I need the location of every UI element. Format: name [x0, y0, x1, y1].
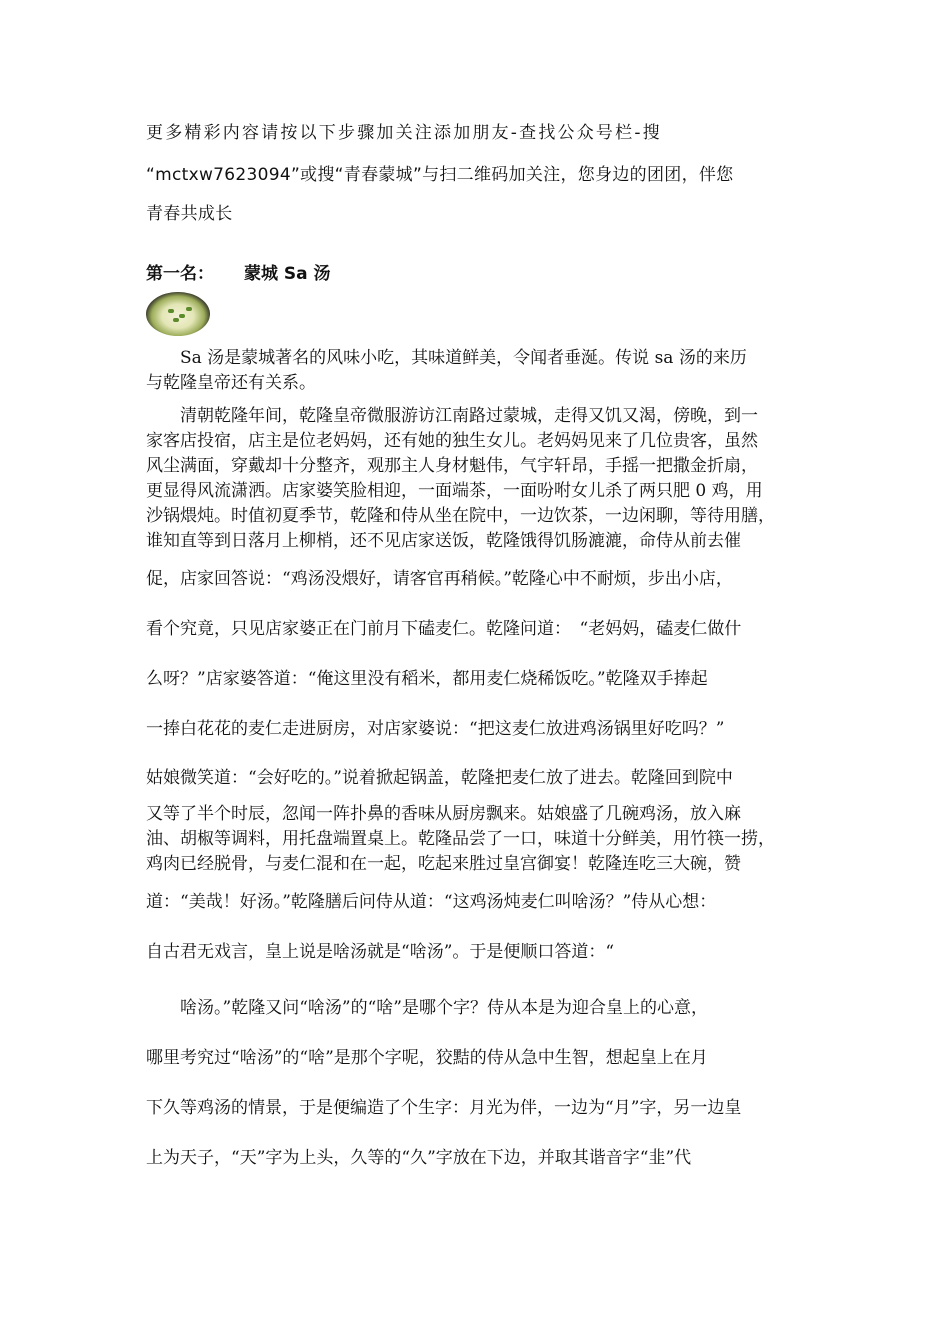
section-rank: 第一名： — [146, 264, 214, 284]
body-line: 看个究竟，只见店家婆正在门前月下磕麦仁。乾隆问道： “老妈妈，磕麦仁做什 — [146, 619, 742, 639]
body-line: 哪里考究过“啥汤”的“啥”是那个字呢，狡黠的侍从急中生智，想起皇上在月 — [146, 1048, 708, 1068]
body-line: 下久等鸡汤的情景，于是便编造了个生字：月光为伴，一边为“月”字，另一边皇 — [146, 1098, 742, 1118]
body-line: 沙锅煨炖。时值初夏季节，乾隆和侍从坐在院中，一边饮茶，一边闲聊，等待用膳， — [146, 506, 775, 526]
body-line: 谁知直等到日落月上柳梢，还不见店家送饭，乾隆饿得饥肠漉漉，命侍从前去催 — [146, 531, 741, 551]
body-line: 啥汤。”乾隆又问“啥汤”的“啥”是哪个字？侍从本是为迎合皇上的心意， — [146, 998, 708, 1018]
body-line: 油、胡椒等调料，用托盘端置桌上。乾隆品尝了一口，味道十分鲜美，用竹筷一捞， — [146, 829, 775, 849]
body-line: 姑娘微笑道：“会好吃的。”说着掀起锅盖，乾隆把麦仁放了进去。乾隆回到院中 — [146, 768, 733, 788]
body-line: 道：“美哉！好汤。”乾隆膳后问侍从道：“这鸡汤炖麦仁叫啥汤？”侍从心想： — [146, 892, 717, 912]
body-line: 上为天子，“天”字为上头，久等的“久”字放在下边，并取其谐音字“韭”代 — [146, 1148, 692, 1168]
body-line: Sa 汤是蒙城著名的风味小吃，其味道鲜美，令闻者垂涎。传说 sa 汤的来历 — [146, 348, 747, 368]
body-line: 一捧白花花的麦仁走进厨房，对店家婆说：“把这麦仁放进鸡汤锅里好吃吗？” — [146, 719, 725, 739]
body-line: 促，店家回答说：“鸡汤没煨好，请客官再稍候。”乾隆心中不耐烦，步出小店， — [146, 569, 733, 589]
intro-line-2: “mctxw7623094”或搜“青春蒙城”与扫二维码加关注，您身边的团团，伴您 — [146, 165, 734, 185]
body-line: 自古君无戏言，皇上说是啥汤就是“啥汤”。于是便顺口答道：“ — [146, 942, 615, 962]
body-line: 家客店投宿，店主是位老妈妈，还有她的独生女儿。老妈妈见来了几位贵客，虽然 — [146, 431, 758, 451]
soup-bowl-photo — [146, 292, 210, 336]
body-line: 与乾隆皇帝还有关系。 — [146, 373, 316, 393]
body-line: 又等了半个时辰，忽闻一阵扑鼻的香味从厨房飘来。姑娘盛了几碗鸡汤，放入麻 — [146, 804, 741, 824]
section-title: 蒙城 Sa 汤 — [244, 264, 331, 284]
body-line: 鸡肉已经脱骨，与麦仁混和在一起，吃起来胜过皇宫御宴！乾隆连吃三大碗，赞 — [146, 854, 741, 874]
body-line: 清朝乾隆年间，乾隆皇帝微服游访江南路过蒙城，走得又饥又渴，傍晚，到一 — [146, 406, 758, 426]
intro-line-1: 更多精彩内容请按以下步骤加关注添加朋友-查找公众号栏-搜 — [146, 123, 662, 143]
body-line: 么呀？”店家婆答道：“俺这里没有稻米，都用麦仁烧稀饭吃。”乾隆双手捧起 — [146, 669, 708, 689]
intro-line-3: 青春共成长 — [146, 204, 233, 224]
body-line: 风尘满面，穿戴却十分整齐，观那主人身材魁伟，气宇轩昂，手摇一把撒金折扇， — [146, 456, 758, 476]
section-heading — [146, 262, 331, 286]
body-line: 更显得风流潇洒。店家婆笑脸相迎，一面端茶，一面吩咐女儿杀了两只肥 0 鸡，用 — [146, 481, 763, 501]
